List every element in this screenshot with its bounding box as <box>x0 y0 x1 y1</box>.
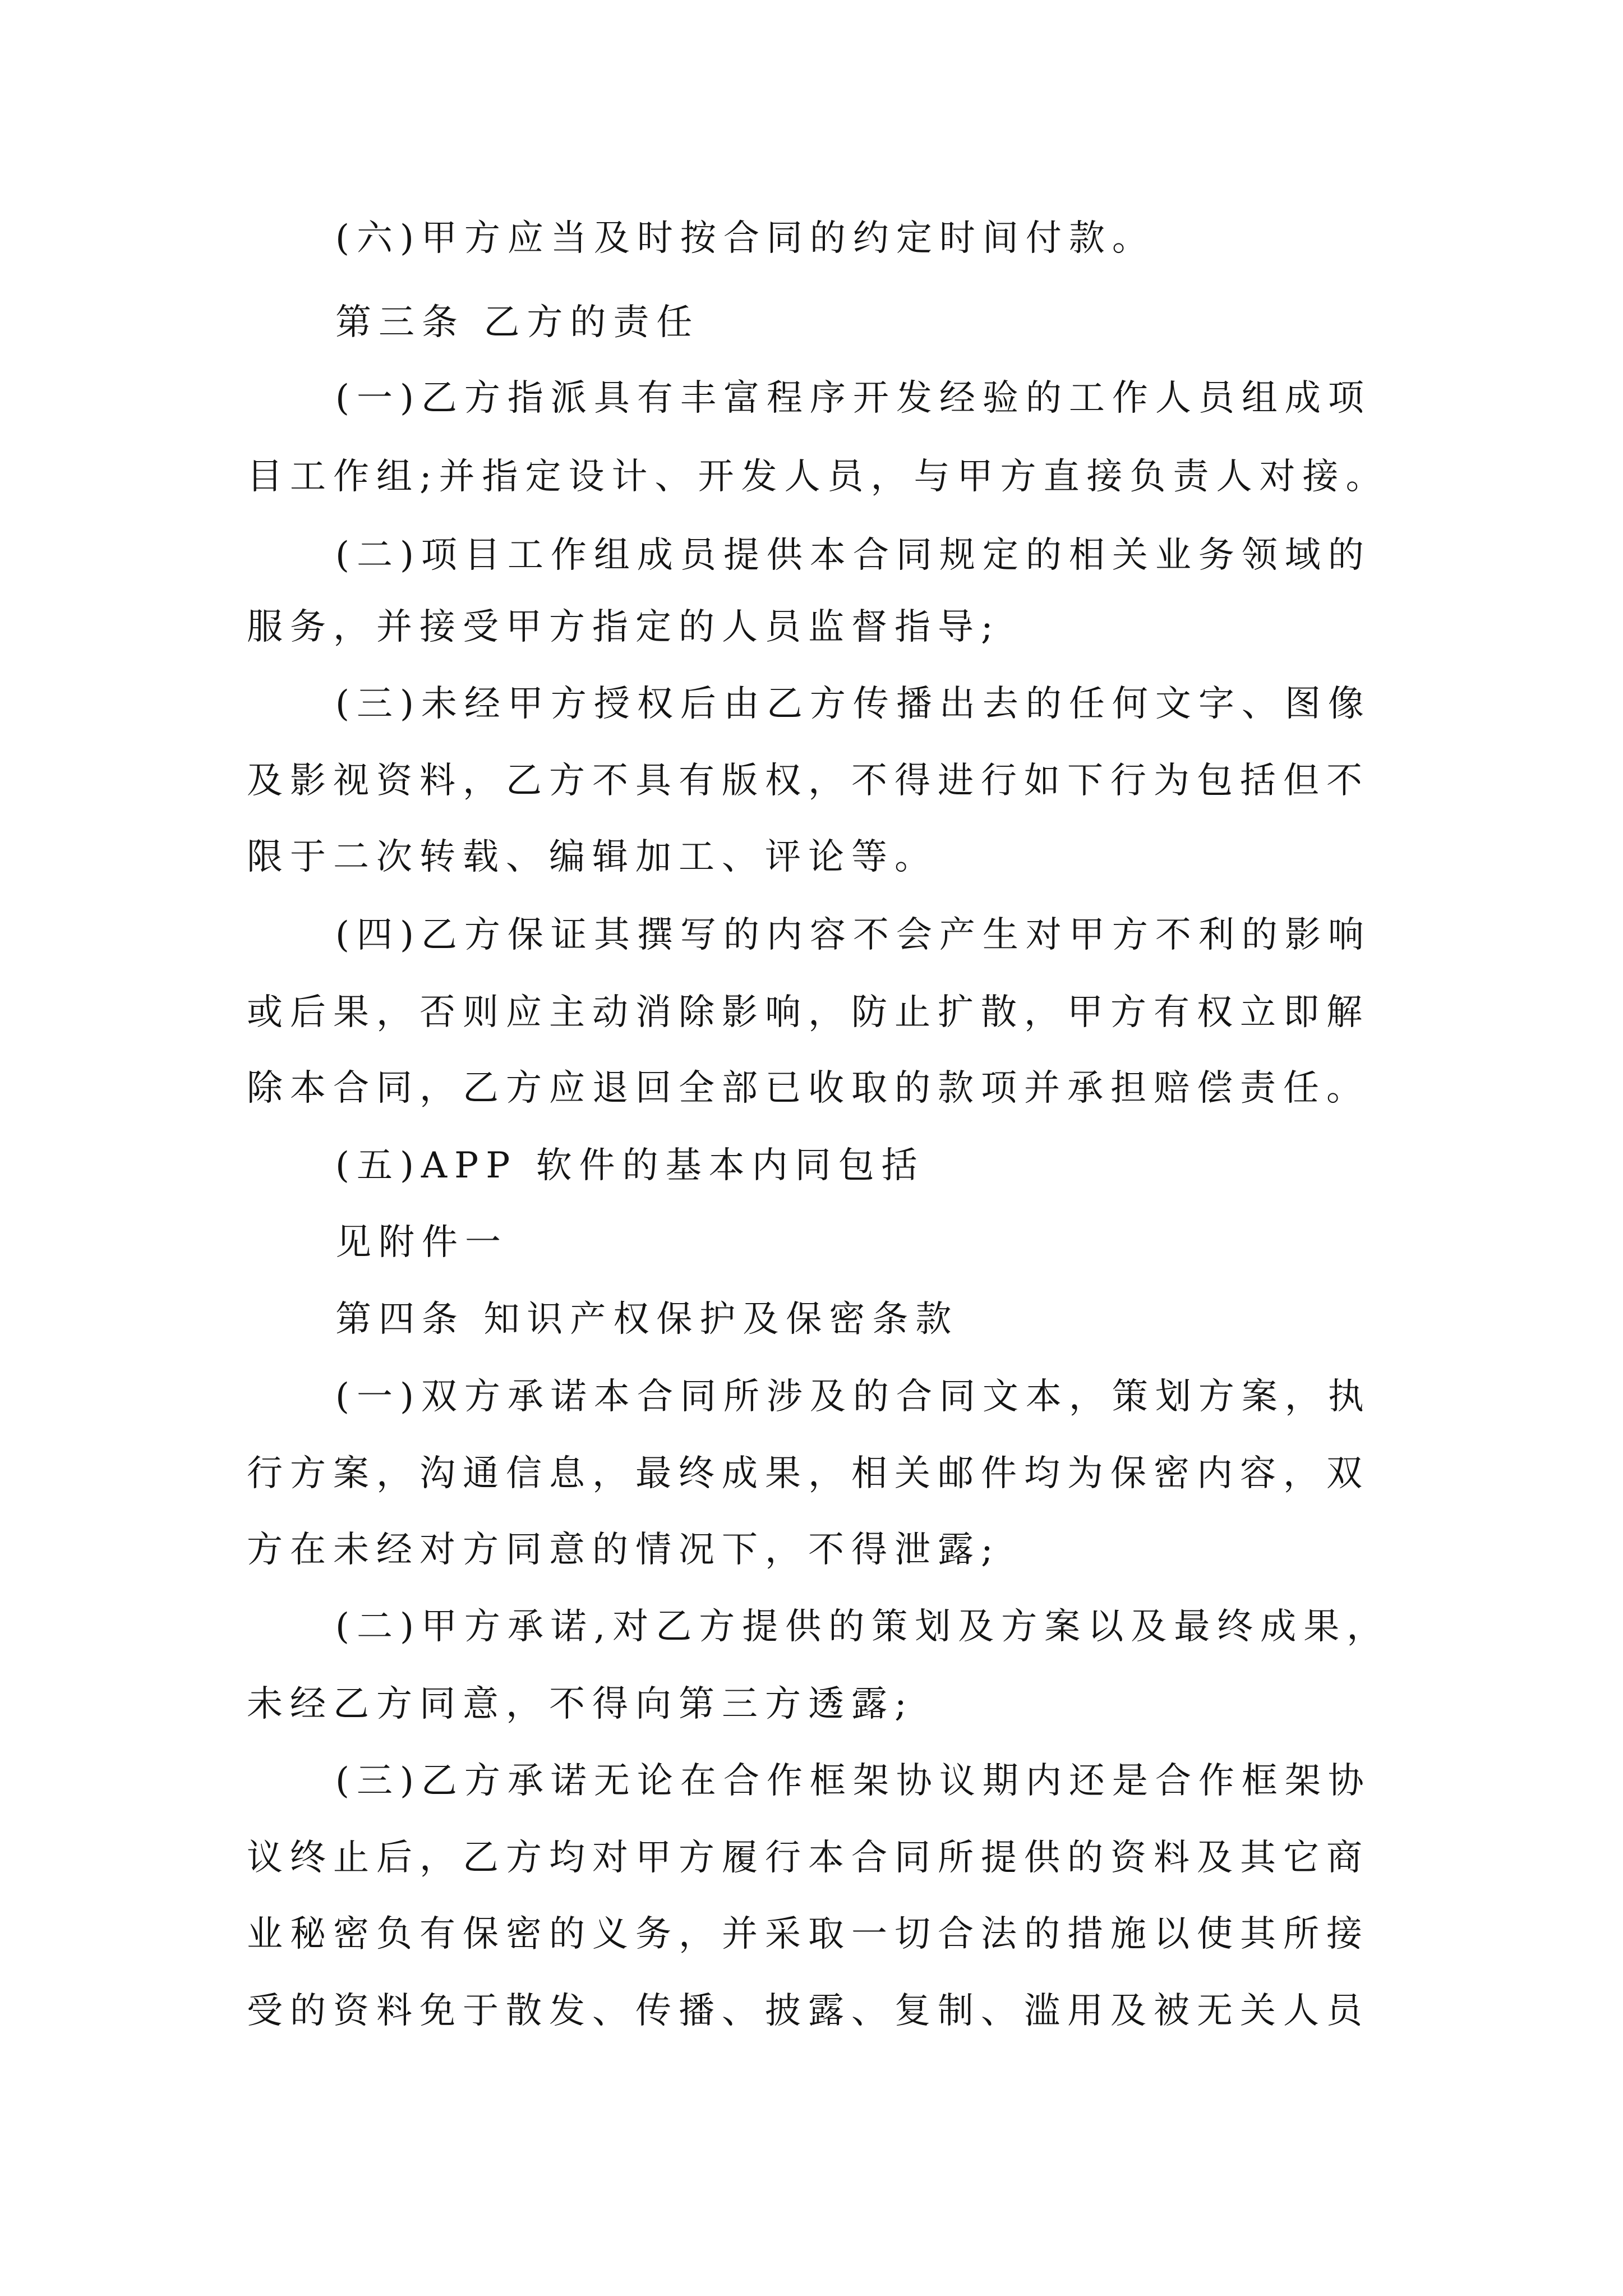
text-line: 及影视资料，乙方不具有版权，不得进行如下行为包括但不 <box>247 760 1370 802</box>
text-line: 未经乙方同意，不得向第三方透露; <box>247 1683 914 1725</box>
text-line: 行方案，沟通信息，最终成果，相关邮件均为保密内容，双 <box>247 1453 1370 1494</box>
text-line: 限于二次转载、编辑加工、评论等。 <box>247 836 938 878</box>
text-line: 见附件一 <box>335 1222 508 1263</box>
text-line: (二)甲方承诺,对乙方提供的策划及方案以及最终成果， <box>335 1606 1390 1648</box>
text-line: (五)APP 软件的基本内同包括 <box>335 1145 925 1186</box>
text-line: (四)乙方保证其撰写的内容不会产生对甲方不利的影响 <box>335 914 1371 956</box>
text-line: 议终止后，乙方均对甲方履行本合同所提供的资料及其它商 <box>247 1837 1370 1879</box>
text-line: 业秘密负有保密的义务，并采取一切合法的措施以使其所接 <box>247 1913 1370 1955</box>
text-line: 或后果，否则应主动消除影响，防止扩散，甲方有权立即解 <box>247 992 1370 1033</box>
text-line: (三)未经甲方授权后由乙方传播出去的任何文字、图像 <box>335 683 1371 725</box>
text-line: 目工作组;并指定设计、开发人员，与甲方直接负责人对接。 <box>247 456 1389 498</box>
text-line: 受的资料免于散发、传播、披露、复制、滥用及被无关人员 <box>247 1990 1370 2032</box>
section-heading: 第四条 知识产权保护及保密条款 <box>335 1299 959 1340</box>
text-line: 服务，并接受甲方指定的人员监督指导; <box>247 606 1000 648</box>
text-line: 方在未经对方同意的情况下，不得泄露; <box>247 1529 1000 1571</box>
text-line: (一)乙方指派具有丰富程序开发经验的工作人员组成项 <box>335 378 1371 419</box>
text-line: (三)乙方承诺无论在合作框架协议期内还是合作框架协 <box>335 1760 1371 1802</box>
text-line: (二)项目工作组成员提供本合同规定的相关业务领域的 <box>335 535 1371 576</box>
text-line: (六)甲方应当及时按合同的约定时间付款。 <box>335 218 1155 259</box>
text-line: (一)双方承诺本合同所涉及的合同文本，策划方案，执 <box>335 1376 1371 1418</box>
text-line: 除本合同，乙方应退回全部已收取的款项并承担赔偿责任。 <box>247 1068 1370 1109</box>
section-heading: 第三条 乙方的责任 <box>335 302 700 343</box>
